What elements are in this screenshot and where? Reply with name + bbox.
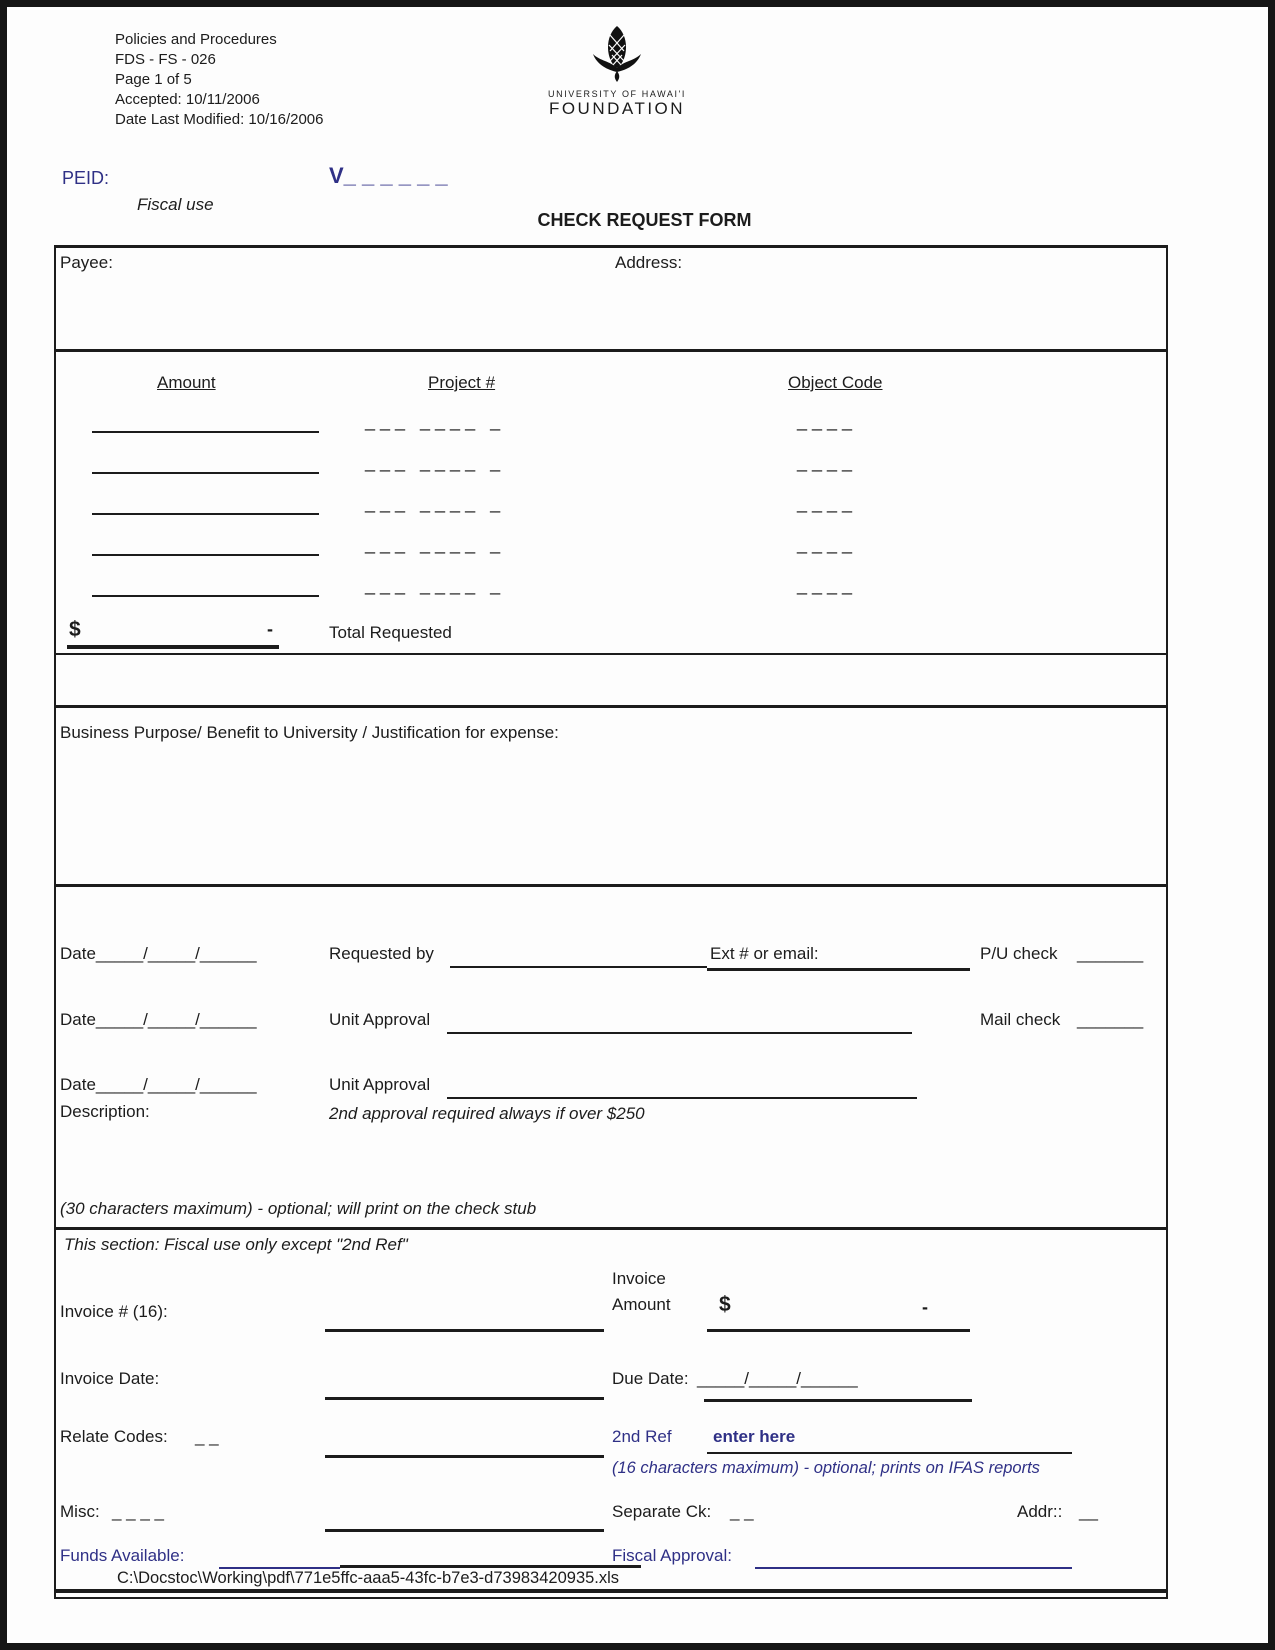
requested-by-line[interactable] [450,966,707,968]
box-border-right [1166,245,1168,1597]
ext-or-email-line[interactable] [707,968,970,971]
divider-spacer-bottom [54,705,1168,708]
date-field-1[interactable]: Date_____/_____/______ [60,944,257,963]
object-code-field-2[interactable]: _ _ _ _ [797,452,853,472]
unit-approval-label-2: Unit Approval [329,1075,431,1094]
project-field-3[interactable]: _ _ _ _ _ _ _ _ [365,493,501,513]
invoice-number-line[interactable] [325,1329,604,1332]
logo-university-text: UNIVERSITY OF HAWAI'I [548,89,686,99]
due-date-label: Due Date: [612,1369,689,1388]
pu-check-field[interactable]: _______ [1077,944,1144,963]
invoice-amount-line[interactable] [707,1329,970,1332]
second-ref-field[interactable]: enter here [713,1427,796,1446]
object-code-field-4[interactable]: _ _ _ _ [797,534,853,554]
separate-ck-field[interactable]: _ _ [730,1502,754,1521]
project-column-header: Project # [428,373,496,392]
total-currency-symbol: $ [69,618,81,641]
divider-approval-bottom [54,1227,1168,1230]
invoice-number-label: Invoice # (16): [60,1302,168,1321]
business-purpose-label: Business Purpose/ Benefit to University / Justification for expense: [60,723,559,742]
mail-check-field[interactable]: _______ [1077,1010,1144,1029]
invoice-amount-label-line2: Amount [612,1295,671,1314]
total-requested-label: Total Requested [329,623,452,642]
policy-header-line-1: Policies and Procedures [115,31,277,48]
file-path-text: C:\Docstoc\Working\pdf\771e5ffc-aaa5-43fc-b7e3-d73983420935.xls [117,1569,620,1587]
invoice-amount-currency: $ [719,1293,731,1316]
project-field-2[interactable]: _ _ _ _ _ _ _ _ [365,452,501,472]
pinecone-icon [590,70,644,87]
sixteen-char-note: (16 characters maximum) - optional; prints on IFAS reports [612,1459,1040,1477]
funds-available-label: Funds Available: [60,1546,185,1565]
second-ref-label: 2nd Ref [612,1427,672,1446]
requested-by-label: Requested by [329,944,434,963]
second-ref-line[interactable] [707,1452,1072,1454]
amount-column-header: Amount [157,373,216,392]
box-border-bottom-thin [54,1597,1168,1599]
object-code-field-5[interactable]: _ _ _ _ [797,575,853,595]
invoice-date-label: Invoice Date: [60,1369,160,1388]
peid-value-field[interactable]: V_ _ _ _ _ _ [329,163,448,188]
project-field-5[interactable]: _ _ _ _ _ _ _ _ [365,575,501,595]
total-amount-line[interactable] [67,645,279,649]
policy-header-line-4: Accepted: 10/11/2006 [115,91,260,108]
separate-ck-label: Separate Ck: [612,1502,712,1521]
address-label: Address: [615,253,683,272]
unit-approval-label-1: Unit Approval [329,1010,431,1029]
invoice-amount-label-line1: Invoice [612,1269,666,1288]
relate-codes-line[interactable] [325,1455,604,1458]
funds-available-line-2[interactable] [340,1565,641,1568]
thirty-char-note: (30 characters maximum) - optional; will print on the check stub [60,1199,537,1218]
misc-line[interactable] [325,1529,604,1532]
relate-codes-label: Relate Codes: [60,1427,168,1446]
date-field-2[interactable]: Date_____/_____/______ [60,1010,257,1029]
box-border-top [54,245,1168,248]
fiscal-section-heading: This section: Fiscal use only except "2nd Ref" [64,1235,408,1254]
mail-check-label: Mail check [980,1010,1061,1029]
description-label: Description: [60,1102,150,1121]
fiscal-approval-line[interactable] [755,1567,1072,1569]
policy-header-line-3: Page 1 of 5 [115,71,192,88]
misc-label: Misc: [60,1502,100,1521]
object-code-field-3[interactable]: _ _ _ _ [797,493,853,513]
total-dash: - [267,619,273,639]
invoice-date-line[interactable] [325,1397,604,1400]
policy-header-line-2: FDS - FS - 026 [115,51,216,68]
relate-codes-field[interactable]: _ _ [195,1427,219,1446]
addr-label: Addr:: [1017,1502,1063,1521]
fiscal-approval-label: Fiscal Approval: [612,1546,732,1565]
uh-foundation-logo [527,25,707,119]
divider-payee-bottom [54,349,1168,352]
due-date-line[interactable] [704,1399,972,1402]
misc-field[interactable]: _ _ _ _ [112,1502,164,1521]
amount-line-1[interactable] [92,431,319,433]
date-field-3[interactable]: Date_____/_____/______ [60,1075,257,1094]
box-border-left [54,245,56,1597]
policy-header-line-5: Date Last Modified: 10/16/2006 [115,111,324,128]
amount-line-5[interactable] [92,595,319,597]
unit-approval-line-2[interactable] [447,1097,917,1099]
second-approval-note: 2nd approval required always if over $250 [329,1104,645,1123]
project-field-1[interactable]: _ _ _ _ _ _ _ _ [365,411,501,431]
object-code-column-header: Object Code [788,373,883,392]
invoice-amount-dash: - [922,1297,928,1317]
addr-field[interactable]: __ [1079,1502,1098,1521]
pu-check-label: P/U check [980,944,1058,963]
due-date-field[interactable]: _____/_____/______ [697,1369,858,1388]
fiscal-use-label: Fiscal use [137,195,214,214]
ext-or-email-label: Ext # or email: [710,944,819,963]
amount-line-4[interactable] [92,554,319,556]
amount-line-2[interactable] [92,472,319,474]
unit-approval-line-1[interactable] [447,1032,912,1034]
payee-label: Payee: [60,253,113,272]
divider-business-bottom [54,884,1168,887]
logo-foundation-text: FOUNDATION [548,99,686,118]
object-code-field-1[interactable]: _ _ _ _ [797,411,853,431]
project-field-4[interactable]: _ _ _ _ _ _ _ _ [365,534,501,554]
box-border-bottom-thick [54,1589,1168,1593]
peid-label: PEID: [62,168,110,188]
page-title: CHECK REQUEST FORM [537,210,752,230]
divider-total-bottom [54,653,1168,655]
amount-line-3[interactable] [92,513,319,515]
